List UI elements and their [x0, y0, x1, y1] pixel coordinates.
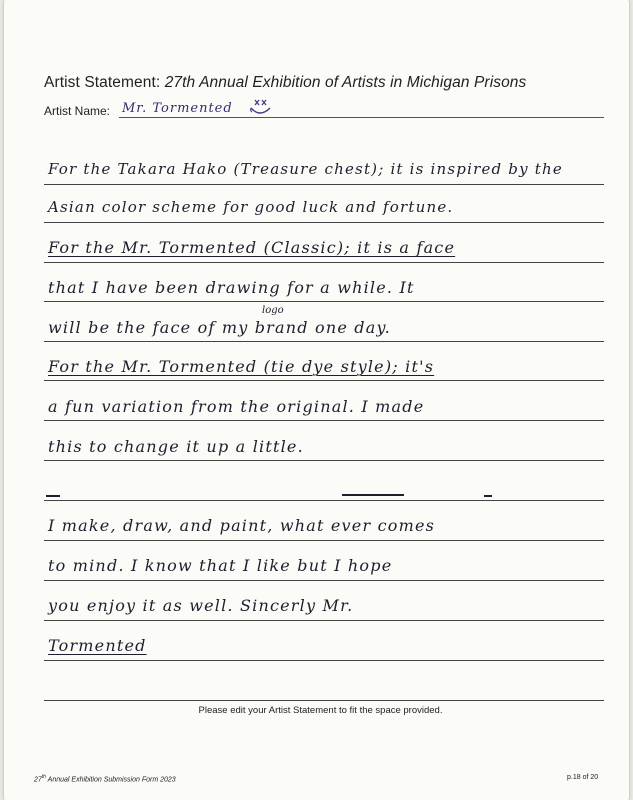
ruled-line [44, 580, 604, 581]
statement-line-6: For the Mr. Tormented (tie dye style); it's [48, 357, 435, 376]
smiley-face-doodle-icon [247, 96, 275, 118]
ruled-line [44, 460, 604, 461]
statement-line-7: a fun variation from the original. I made [48, 397, 425, 416]
ruled-line [44, 620, 604, 621]
artist-name-value: Mr. Tormented [122, 101, 233, 116]
ruled-line [44, 184, 604, 185]
ruled-line [44, 222, 604, 223]
ruled-line [44, 540, 604, 541]
ruled-line [44, 660, 604, 661]
statement-line-10: I make, draw, and paint, what ever comes [48, 516, 436, 535]
edit-instruction: Please edit your Artist Statement to fit the space provided. [198, 705, 443, 716]
ruled-line [44, 420, 604, 421]
footer-form-title: Annual Exhibition Submission Form 2023 [45, 776, 176, 784]
statement-line-5: will be the face of my brand one day. [48, 318, 391, 337]
footer-form-name [34, 774, 176, 783]
footer-form-suffix: th [41, 774, 46, 780]
artist-name-label: Artist Name: [44, 104, 111, 118]
artist-name-rule [119, 117, 604, 118]
statement-bottom-rule [44, 700, 604, 701]
form-title-prefix: Artist Statement: [44, 74, 165, 91]
statement-line-3: For the Mr. Tormented (Classic); it is a face [48, 238, 456, 257]
ruled-line [44, 341, 604, 342]
footer-page-number: p.18 of 20 [567, 774, 599, 781]
stray-mark [46, 495, 60, 497]
stray-mark [484, 495, 492, 497]
ruled-line [44, 500, 604, 501]
footer-form-number: 27 [34, 776, 42, 784]
stray-mark [342, 494, 404, 496]
statement-line-1: For the Takara Hako (Treasure chest); it is inspired by the [48, 160, 563, 178]
ruled-line [44, 380, 604, 381]
statement-line-8: this to change it up a little. [48, 437, 304, 456]
ruled-line [44, 301, 604, 302]
statement-signature: Tormented [48, 636, 147, 655]
statement-line-12: you enjoy it as well. Sincerly Mr. [48, 596, 354, 615]
ruled-line [44, 262, 604, 263]
statement-line-4: that I have been drawing for a while. It [48, 278, 415, 297]
statement-line-2: Asian color scheme for good luck and fortune. [48, 198, 454, 216]
form-page [4, 0, 629, 800]
statement-line-11: to mind. I know that I like but I hope [48, 556, 393, 575]
logo-insert-note: logo [262, 305, 284, 316]
form-title-exhibition: 27th Annual Exhibition of Artists in Michigan Prisons [164, 74, 527, 91]
form-title [44, 74, 526, 92]
